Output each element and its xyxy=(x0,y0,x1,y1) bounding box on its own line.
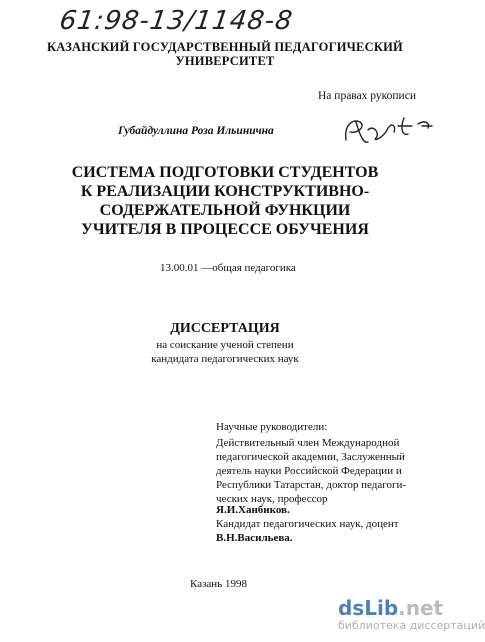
place-and-year: Казань 1998 xyxy=(190,578,247,590)
dissertation-title-line-1: СИСТЕМА ПОДГОТОВКИ СТУДЕНТОВ xyxy=(71,164,379,181)
degree-line-2: кандидата педагогических наук xyxy=(151,353,299,365)
handwritten-number-drawing xyxy=(56,2,311,36)
supervisors-heading: Научные руководители: xyxy=(216,421,328,433)
supervisor-line: деятель науки Российской Федерации и xyxy=(216,465,402,477)
supervisor-line: Действительный член Международной xyxy=(216,437,400,449)
dissertation-title-line-2: К РЕАЛИЗАЦИИ КОНСТРУКТИВНО- xyxy=(80,183,370,200)
supervisor-line: Кандидат педагогических наук, доцент xyxy=(216,518,399,530)
watermark-logo-part-1: dsLib xyxy=(338,596,399,620)
supervisor-name-1: Я.И.Ханбиков. xyxy=(216,504,290,516)
manuscript-rights-note: На правах рукописи xyxy=(318,90,416,102)
watermark-subtitle: библиотека диссертаций xyxy=(338,619,485,632)
watermark-logo-part-2: .net xyxy=(398,596,444,620)
supervisor-line: педагогической академии, Заслуженный xyxy=(216,451,405,463)
dissertation-title-line-4: УЧИТЕЛЯ В ПРОЦЕССЕ ОБУЧЕНИЯ xyxy=(81,221,369,238)
supervisor-name-2: В.Н.Васильева. xyxy=(216,532,293,544)
author-name: Губайдуллина Роза Ильинична xyxy=(118,125,274,137)
university-name-line-2: УНИВЕРСИТЕТ xyxy=(175,54,275,68)
specialty-code: 13.00.01 —общая педагогика xyxy=(160,262,296,274)
work-type-heading: ДИССЕРТАЦИЯ xyxy=(170,321,280,336)
supervisor-line: ческих наук, профессор xyxy=(216,493,328,505)
university-name-line-1: КАЗАНСКИЙ ГОСУДАРСТВЕННЫЙ ПЕДАГОГИЧЕСКИЙ xyxy=(47,40,403,54)
handwritten-signature xyxy=(338,112,438,148)
degree-line-1: на соискание ученой степени xyxy=(156,339,294,351)
dissertation-title-line-3: СОДЕРЖАТЕЛЬНОЙ ФУНКЦИИ xyxy=(99,202,351,219)
supervisor-line: Республики Татарстан, доктор педагоги- xyxy=(216,479,407,491)
handwritten-catalog-number xyxy=(56,2,311,36)
dslib-watermark-logo[interactable] xyxy=(338,596,443,620)
handwritten-number-glyphs: 61:98-13/1148-8 xyxy=(57,6,295,36)
